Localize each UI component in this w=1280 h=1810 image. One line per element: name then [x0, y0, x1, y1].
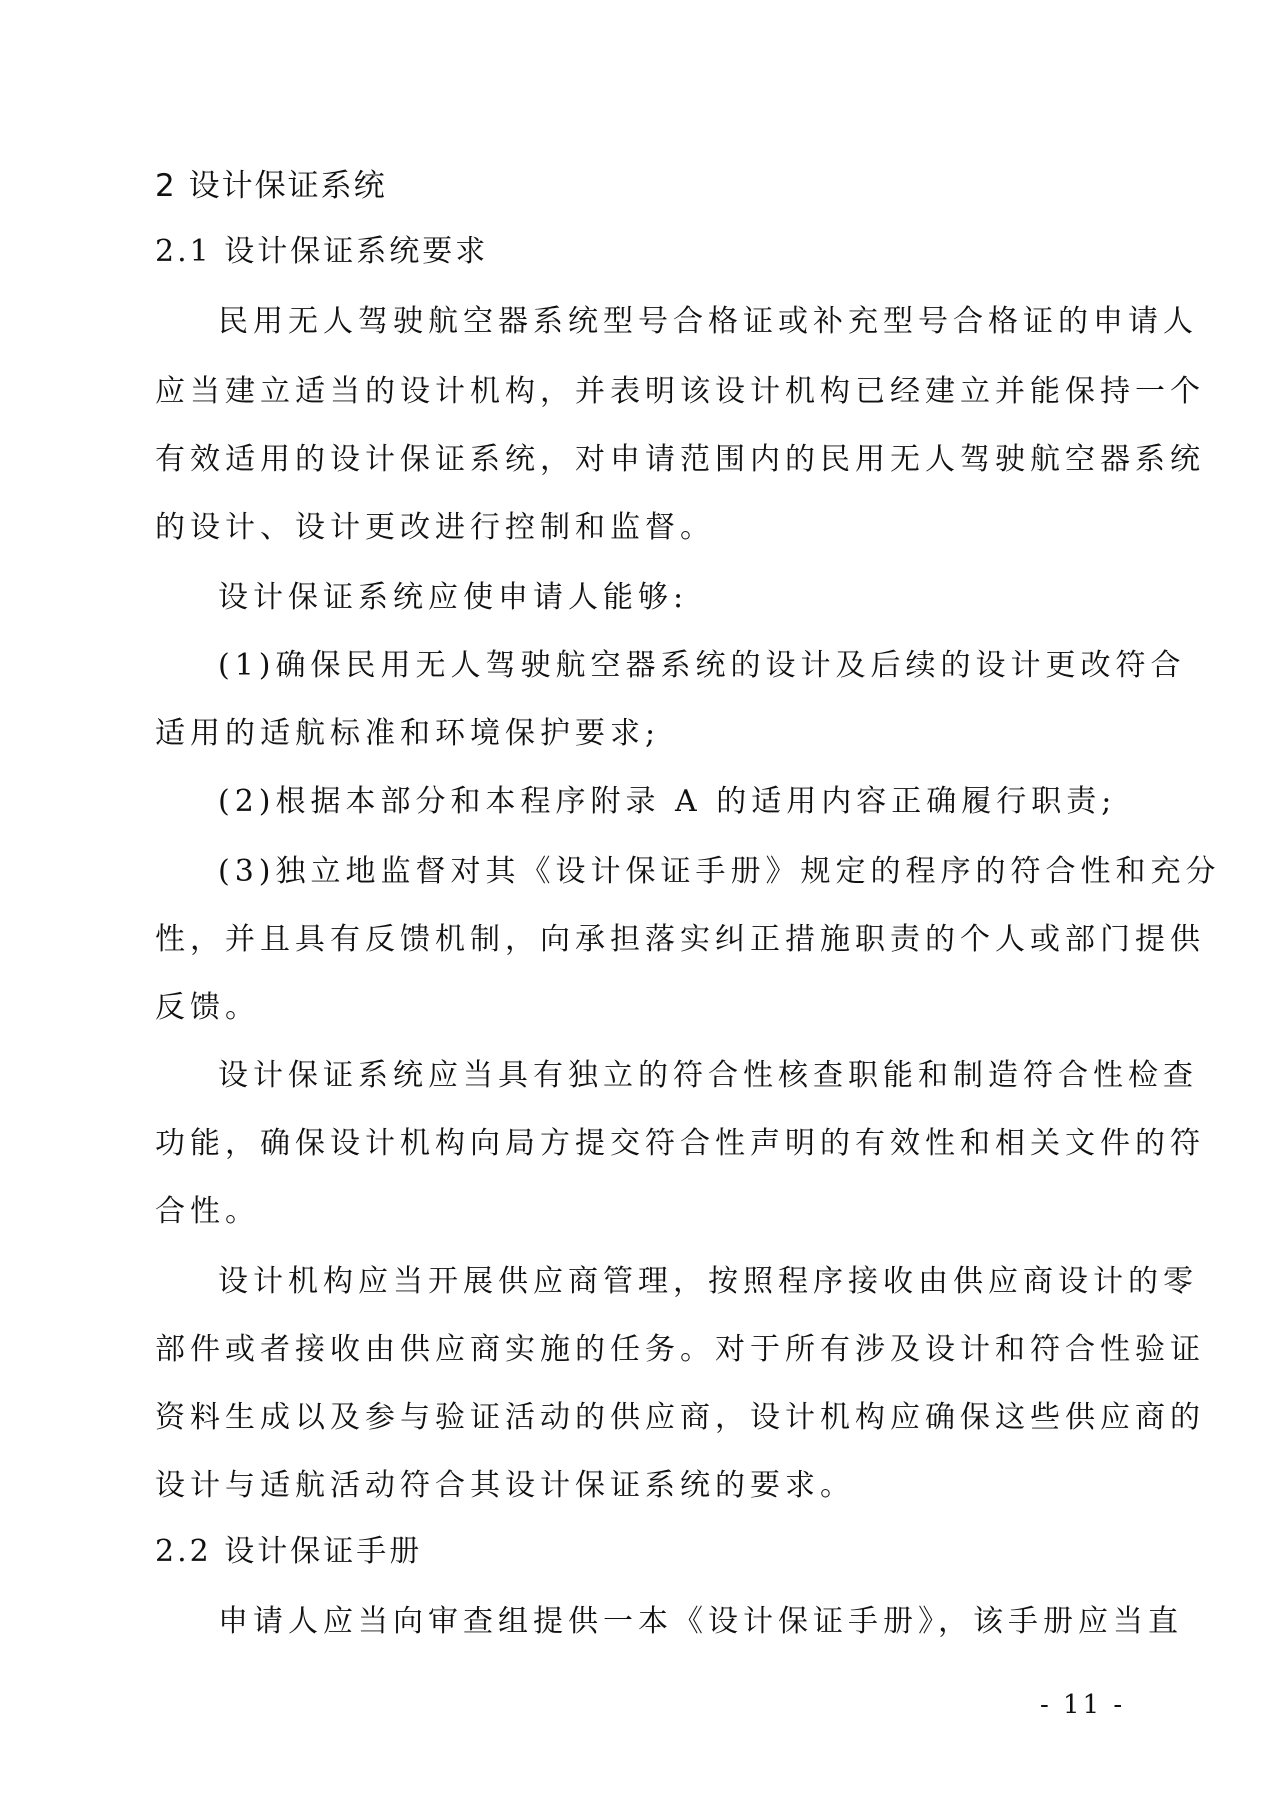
subsection-heading-2-2: 2.2 设计保证手册 — [155, 1534, 423, 1569]
section-heading: 2 设计保证系统 — [155, 168, 387, 204]
list-item-1-line-1: (1)确保民用无人驾驶航空器系统的设计及后续的设计更改符合 — [218, 648, 1186, 683]
paragraph-5-line-1: 申请人应当向审查组提供一本《设计保证手册》，该手册应当直 — [218, 1604, 1183, 1639]
list-item-3-line-1: (3)独立地监督对其《设计保证手册》规定的程序的符合性和充分 — [218, 854, 1221, 889]
paragraph-3-line-2: 功能，确保设计机构向局方提交符合性声明的有效性和相关文件的符 — [155, 1126, 1205, 1161]
paragraph-1-line-3: 有效适用的设计保证系统，对申请范围内的民用无人驾驶航空器系统 — [155, 442, 1205, 477]
list-item-3-line-2: 性，并且具有反馈机制，向承担落实纠正措施职责的个人或部门提供 — [155, 922, 1205, 957]
paragraph-2-line-1: 设计保证系统应使申请人能够: — [218, 580, 689, 615]
paragraph-4-line-4: 设计与适航活动符合其设计保证系统的要求。 — [155, 1468, 855, 1503]
paragraph-3-line-1: 设计保证系统应当具有独立的符合性核查职能和制造符合性检查 — [218, 1058, 1198, 1093]
paragraph-1-line-4: 的设计、设计更改进行控制和监督。 — [155, 510, 715, 545]
paragraph-4-line-3: 资料生成以及参与验证活动的供应商，设计机构应确保这些供应商的 — [155, 1400, 1205, 1435]
list-item-2-line-1: (2)根据本部分和本程序附录 A 的适用内容正确履行职责; — [218, 784, 1117, 819]
list-item-1-line-2: 适用的适航标准和环境保护要求; — [155, 716, 661, 751]
paragraph-3-line-3: 合性。 — [155, 1194, 260, 1229]
paragraph-4-line-1: 设计机构应当开展供应商管理，按照程序接收由供应商设计的零 — [218, 1264, 1198, 1299]
paragraph-4-line-2: 部件或者接收由供应商实施的任务。对于所有涉及设计和符合性验证 — [155, 1332, 1205, 1367]
list-item-3-line-3: 反馈。 — [155, 990, 260, 1025]
subsection-heading-2-1: 2.1 设计保证系统要求 — [155, 234, 489, 269]
page-number: - 11 - — [1040, 1690, 1126, 1720]
paragraph-1-line-1: 民用无人驾驶航空器系统型号合格证或补充型号合格证的申请人 — [218, 304, 1198, 339]
paragraph-1-line-2: 应当建立适当的设计机构，并表明该设计机构已经建立并能保持一个 — [155, 374, 1205, 409]
